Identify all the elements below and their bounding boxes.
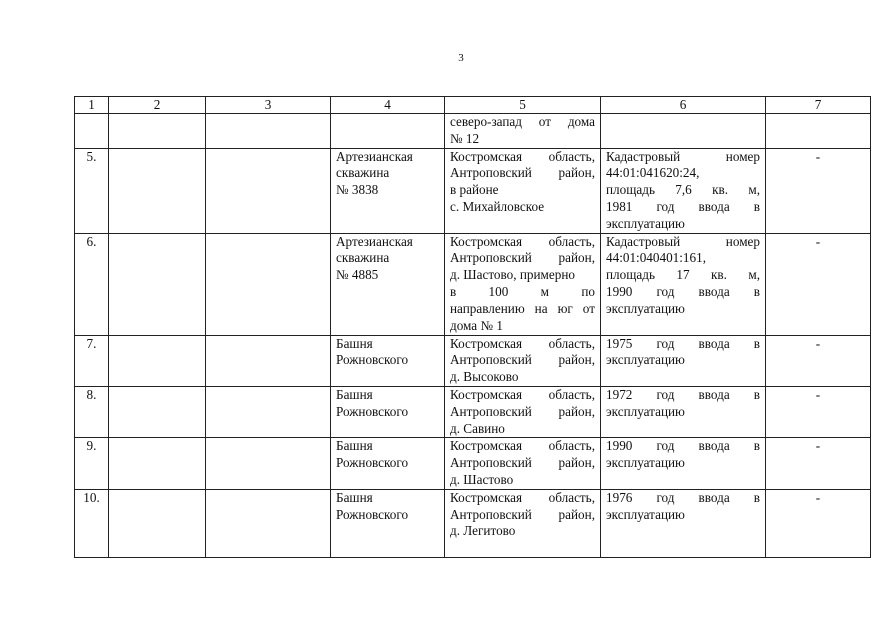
num-cell: 8. xyxy=(75,386,109,437)
cell-line: 1981 год ввода в xyxy=(606,198,760,214)
cell-line: скважина xyxy=(336,250,390,266)
address-cell xyxy=(445,114,601,149)
col2-cell xyxy=(109,335,206,386)
num-cell xyxy=(75,114,109,149)
cell-line: Костромская область, xyxy=(450,148,595,164)
cell-line: 44:01:040401:161, xyxy=(606,250,707,266)
col2-cell xyxy=(109,489,206,557)
cell-line: д. Высоково xyxy=(450,369,519,385)
note-cell xyxy=(766,114,871,149)
header-cell: 4 xyxy=(331,97,445,114)
cell-line: Антроповский район, xyxy=(450,403,595,419)
num-cell: 6. xyxy=(75,233,109,335)
table-row xyxy=(75,233,871,335)
cell-line: северо-запад от дома xyxy=(450,114,595,129)
cell-line: д. Шастово, примерно xyxy=(450,267,575,283)
cell-line: Рожновского xyxy=(336,352,409,368)
cell-line: Антроповский район, xyxy=(450,352,595,368)
cell-line: Костромская область, xyxy=(450,335,595,351)
table-body xyxy=(75,114,871,558)
header-row xyxy=(75,97,871,114)
num-cell: 7. xyxy=(75,335,109,386)
cell-line: Костромская область, xyxy=(450,386,595,402)
table-row xyxy=(75,114,871,149)
registry-table xyxy=(74,96,871,558)
details-cell xyxy=(601,114,766,149)
note-cell: - xyxy=(766,489,871,557)
cell-line: Башня xyxy=(336,386,373,402)
cell-line: д. Легитово xyxy=(450,523,516,539)
col3-cell xyxy=(206,489,331,557)
note-cell: - xyxy=(766,386,871,437)
cell-line: дома № 1 xyxy=(450,317,503,333)
note-cell: - xyxy=(766,148,871,233)
num-cell: 10. xyxy=(75,489,109,557)
note-cell: - xyxy=(766,438,871,489)
cell-line: эксплуатацию xyxy=(606,506,685,522)
table-row xyxy=(75,335,871,386)
cell-line: № 3838 xyxy=(336,182,379,198)
address-cell xyxy=(445,148,601,233)
cell-line: Антроповский район, xyxy=(450,506,595,522)
note-cell: - xyxy=(766,335,871,386)
cell-line: Артезианская xyxy=(336,233,413,249)
cell-line: Артезианская xyxy=(336,148,413,164)
name-cell xyxy=(331,489,445,557)
cell-line: эксплуатацию xyxy=(606,300,685,316)
cell-line: площадь 17 кв. м, xyxy=(606,267,760,283)
table-row xyxy=(75,489,871,557)
col2-cell xyxy=(109,438,206,489)
name-cell xyxy=(331,438,445,489)
cell-line: Рожновского xyxy=(336,506,409,522)
cell-line: 44:01:041620:24, xyxy=(606,165,700,181)
cell-line: эксплуатацию xyxy=(606,215,685,231)
header-cell: 7 xyxy=(766,97,871,114)
col3-cell xyxy=(206,114,331,149)
header-cell: 3 xyxy=(206,97,331,114)
num-cell: 9. xyxy=(75,438,109,489)
cell-line: 1975 год ввода в xyxy=(606,335,760,351)
address-cell xyxy=(445,386,601,437)
details-cell xyxy=(601,335,766,386)
name-cell xyxy=(331,114,445,149)
cell-line: 1976 год ввода в xyxy=(606,489,760,505)
cell-line: Костромская область, xyxy=(450,489,595,505)
col3-cell xyxy=(206,438,331,489)
col2-cell xyxy=(109,114,206,149)
details-cell xyxy=(601,438,766,489)
name-cell xyxy=(331,233,445,335)
cell-line: Костромская область, xyxy=(450,233,595,249)
cell-line: с. Михайловское xyxy=(450,198,545,214)
name-cell xyxy=(331,386,445,437)
col3-cell xyxy=(206,233,331,335)
cell-line: Костромская область, xyxy=(450,438,595,454)
cell-line: в районе xyxy=(450,182,499,198)
cell-line: № 4885 xyxy=(336,267,379,283)
address-cell xyxy=(445,233,601,335)
cell-line: Антроповский район, xyxy=(450,455,595,471)
cell-line: Башня xyxy=(336,335,373,351)
header-cell: 1 xyxy=(75,97,109,114)
details-cell xyxy=(601,233,766,335)
cell-line: № 12 xyxy=(450,130,480,146)
cell-line: в 100 м по xyxy=(450,283,595,299)
address-cell xyxy=(445,438,601,489)
cell-line: площадь 7,6 кв. м, xyxy=(606,182,760,198)
cell-line: Антроповский район, xyxy=(450,250,595,266)
col3-cell xyxy=(206,148,331,233)
cell-line: Кадастровый номер xyxy=(606,233,760,249)
col2-cell xyxy=(109,148,206,233)
col2-cell xyxy=(109,386,206,437)
cell-line: 1990 год ввода в xyxy=(606,283,760,299)
cell-line: эксплуатацию xyxy=(606,403,685,419)
address-cell xyxy=(445,335,601,386)
name-cell xyxy=(331,148,445,233)
table-row xyxy=(75,438,871,489)
cell-line: 1990 год ввода в xyxy=(606,438,760,454)
col3-cell xyxy=(206,386,331,437)
cell-line: Рожновского xyxy=(336,403,409,419)
cell-line: направлению на юг от xyxy=(450,300,595,316)
header-cell: 5 xyxy=(445,97,601,114)
name-cell xyxy=(331,335,445,386)
cell-line: эксплуатацию xyxy=(606,455,685,471)
col2-cell xyxy=(109,233,206,335)
header-cell: 6 xyxy=(601,97,766,114)
cell-line: Рожновского xyxy=(336,455,409,471)
num-cell: 5. xyxy=(75,148,109,233)
details-cell xyxy=(601,489,766,557)
page-number: 3 xyxy=(458,52,464,64)
details-cell xyxy=(601,386,766,437)
cell-line: Башня xyxy=(336,438,373,454)
note-cell: - xyxy=(766,233,871,335)
cell-line: скважина xyxy=(336,165,390,181)
cell-line: эксплуатацию xyxy=(606,352,685,368)
cell-line: д. Савино xyxy=(450,420,505,436)
details-cell xyxy=(601,148,766,233)
table-row xyxy=(75,386,871,437)
header-cell: 2 xyxy=(109,97,206,114)
col3-cell xyxy=(206,335,331,386)
cell-line: д. Шастово xyxy=(450,471,514,487)
address-cell xyxy=(445,489,601,557)
cell-line: Антроповский район, xyxy=(450,165,595,181)
table-row xyxy=(75,148,871,233)
cell-line: Кадастровый номер xyxy=(606,148,760,164)
cell-line: 1972 год ввода в xyxy=(606,386,760,402)
cell-line: Башня xyxy=(336,489,373,505)
